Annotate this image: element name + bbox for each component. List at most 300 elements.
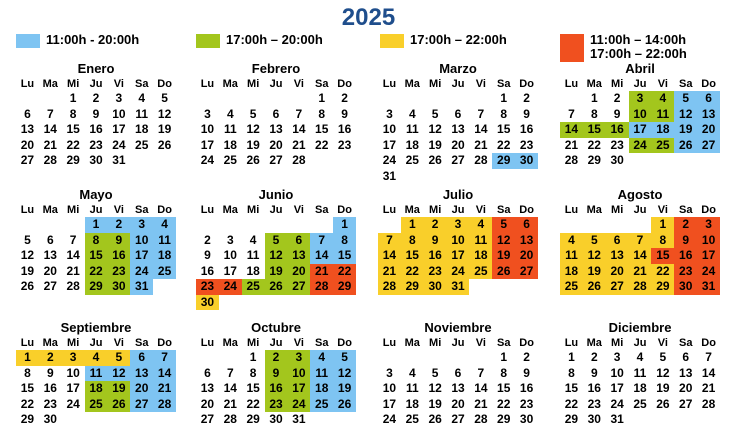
weekday-header: Ma [42,78,58,90]
day-cell: 27 [20,153,35,167]
day-cell: 7 [226,365,234,380]
day-cell: 7 [568,106,575,121]
day-cell: 12 [428,122,442,136]
day-cell: 24 [219,279,242,295]
day-cell: 8 [651,233,674,249]
day-cell: 1 [318,91,326,105]
day-cell: 31 [130,279,153,295]
day-cell: 21 [310,264,333,280]
legend-label: 17:00h – 22:00h [410,32,507,47]
day-cell: 10 [382,122,397,136]
day-cell: 14 [378,248,401,264]
month-grid [16,203,176,295]
day-cell: 10 [223,248,237,262]
weekday-header: Do [519,78,534,90]
month-diciembre [560,319,720,428]
day-cell: 21 [629,264,652,280]
weekday-header: Ma [404,78,420,90]
empty-cell [242,91,265,107]
weekday-header: Do [337,337,352,349]
day-cell: 18 [469,248,492,264]
day-cell: 21 [153,381,176,397]
day-cell: 30 [610,153,624,167]
day-cell: 10 [382,381,397,395]
day-cell: 23 [519,396,534,411]
day-cell: 3 [287,350,310,366]
day-cell: 16 [587,381,601,395]
day-cell: 22 [401,264,424,280]
day-cell: 7 [477,365,485,380]
day-cell: 6 [46,232,54,247]
empty-cell [310,295,333,311]
day-cell: 29 [66,153,80,167]
empty-cell [469,279,492,295]
day-cell: 28 [474,153,488,167]
day-cell: 28 [701,396,716,411]
legend-label: 11:00h - 20:00h [46,32,140,47]
day-cell: 16 [107,248,130,264]
empty-cell [287,295,310,311]
weekday-header: Lu [200,78,215,90]
day-cell: 13 [287,248,310,264]
empty-cell [153,279,176,295]
day-cell: 8 [69,106,77,121]
day-cell: 7 [477,106,485,121]
day-cell: 22 [587,137,601,152]
day-cell: 5 [333,350,356,366]
day-cell: 4 [408,365,416,380]
day-cell: 25 [405,412,419,426]
weekday-header: Ju [89,337,103,349]
empty-cell [424,91,447,107]
day-cell: 8 [590,106,598,121]
weekday-header: Lu [564,204,579,216]
weekday-header: Do [337,204,352,216]
empty-cell [310,412,333,428]
empty-cell [378,217,401,233]
day-cell: 8 [401,233,424,249]
weekday-header: Mi [67,78,80,90]
day-cell: 4 [85,350,108,366]
day-cell: 9 [265,366,288,382]
weekday-header: Ju [633,78,647,90]
day-cell: 25 [633,396,647,411]
empty-cell [447,169,470,185]
day-cell: 1 [500,91,508,105]
day-cell: 3 [386,365,393,380]
weekday-header: Vi [657,204,668,216]
day-cell: 10 [66,365,80,380]
day-cell: 18 [310,381,333,397]
empty-cell [130,169,153,185]
day-cell: 14 [310,248,333,264]
legend-item-green [196,33,323,48]
day-cell: 2 [341,91,348,105]
weekday-header: Ju [451,204,465,216]
day-cell: 9 [424,233,447,249]
day-cell: 16 [43,381,57,395]
empty-cell [130,153,153,169]
day-cell: 7 [378,233,401,249]
day-cell: 10 [629,107,652,123]
day-cell: 12 [656,365,670,380]
day-cell: 9 [523,106,530,121]
day-cell: 15 [315,122,329,136]
day-cell: 3 [386,106,393,121]
day-cell: 18 [223,137,237,152]
day-cell: 23 [674,264,697,280]
month-junio [196,186,356,310]
day-cell: 19 [265,264,288,280]
weekday-header: Sa [314,204,329,216]
day-cell: 13 [43,248,57,262]
day-cell: 11 [246,248,260,262]
empty-cell [629,412,652,428]
weekday-header: Do [701,78,716,90]
day-cell: 10 [287,366,310,382]
day-cell: 29 [587,153,601,167]
day-cell: 7 [153,350,176,366]
day-cell: 27 [269,153,283,167]
weekday-header: Sa [314,78,329,90]
day-cell: 29 [85,279,108,295]
day-cell: 5 [431,365,439,380]
day-cell: 21 [474,137,488,152]
day-cell: 22 [20,396,35,411]
day-cell: 22 [497,396,511,411]
day-cell: 8 [568,365,575,380]
day-cell: 24 [112,137,126,152]
day-cell: 17 [382,396,397,411]
month-marzo [378,60,538,184]
weekday-header: Ju [269,337,283,349]
day-cell: 24 [66,396,80,411]
day-cell: 30 [519,412,534,426]
month-grid [16,336,176,428]
weekday-header: Vi [113,337,124,349]
empty-cell [242,295,265,311]
legend-item-red [560,33,687,62]
day-cell: 13 [451,381,465,395]
day-cell: 6 [682,350,690,364]
day-cell: 8 [24,365,31,380]
legend-swatch [196,34,220,48]
day-cell: 24 [697,264,720,280]
month-septiembre [16,319,176,428]
day-cell: 23 [265,397,288,413]
weekday-header: Mi [247,78,260,90]
day-cell: 20 [130,381,153,397]
weekday-header: Vi [113,204,124,216]
day-cell: 13 [606,248,629,264]
month-grid [196,77,356,169]
day-cell: 10 [112,106,126,121]
day-cell: 17 [610,381,624,395]
day-cell: 12 [246,122,260,136]
empty-cell [310,153,333,169]
day-cell: 3 [447,217,470,233]
day-cell: 31 [382,168,397,183]
day-cell: 20 [269,137,283,152]
day-cell: 24 [130,264,153,280]
day-cell: 13 [697,107,720,123]
day-cell: 23 [587,396,601,411]
day-cell: 5 [492,217,515,233]
day-cell: 6 [287,233,310,249]
day-cell: 9 [590,365,598,380]
day-cell: 21 [378,264,401,280]
empty-cell [378,91,401,107]
empty-cell [130,412,153,428]
day-cell: 3 [613,350,621,364]
day-cell: 12 [333,366,356,382]
day-cell: 25 [310,397,333,413]
weekday-header: Vi [293,78,304,90]
day-cell: 19 [333,381,356,397]
day-cell: 1 [590,91,598,105]
day-cell: 18 [85,381,108,397]
day-cell: 16 [89,122,103,136]
month-grid [560,77,720,169]
day-cell: 23 [43,396,57,411]
day-cell: 11 [223,122,237,136]
day-cell: 20 [20,137,35,152]
empty-cell [219,217,242,233]
day-cell: 9 [613,106,621,121]
month-agosto [560,186,720,295]
day-cell: 1 [651,217,674,233]
day-cell: 30 [107,279,130,295]
day-cell: 17 [200,137,215,152]
empty-cell [447,350,470,366]
day-cell: 11 [153,233,176,249]
day-cell: 14 [43,122,57,136]
day-cell: 8 [333,233,356,249]
legend-label: 17:00h – 22:00h [590,46,687,61]
day-cell: 28 [629,279,652,295]
day-cell: 2 [39,350,62,366]
day-cell: 30 [196,295,219,311]
day-cell: 9 [523,365,530,380]
day-cell: 20 [200,396,215,411]
day-cell: 28 [66,279,80,293]
empty-cell [651,153,674,169]
day-cell: 17 [223,263,237,278]
month-grid [560,336,720,428]
day-cell: 6 [454,365,462,380]
day-cell: 26 [20,279,35,293]
day-cell: 3 [62,350,85,366]
day-cell: 15 [246,381,260,395]
weekday-header: Sa [134,204,149,216]
day-cell: 27 [451,153,465,167]
day-cell: 22 [333,264,356,280]
day-cell: 29 [20,412,35,426]
weekday-header: Do [519,337,534,349]
month-julio [378,186,538,295]
empty-cell [196,217,219,233]
empty-cell [16,217,39,233]
weekday-header: Ju [89,78,103,90]
day-cell: 16 [424,248,447,264]
day-cell: 19 [428,137,442,152]
day-cell: 5 [161,91,168,105]
weekday-header: Ma [222,78,238,90]
day-cell: 7 [629,233,652,249]
day-cell: 3 [115,91,123,105]
month-abril [560,60,720,169]
day-cell: 30 [587,412,601,426]
day-cell: 12 [674,107,697,123]
empty-cell [265,91,288,107]
day-cell: 22 [564,396,579,411]
day-cell: 17 [112,122,126,136]
month-enero [16,60,176,184]
day-cell: 5 [674,91,697,107]
day-cell: 25 [85,397,108,413]
legend-swatch [16,34,40,48]
day-cell: 20 [515,248,538,264]
day-cell: 1 [333,217,356,233]
year-title: 2025 [341,4,396,31]
day-cell: 25 [405,153,419,167]
day-cell: 27 [451,412,465,426]
day-cell: 24 [382,153,397,167]
day-cell: 12 [583,248,606,264]
day-cell: 6 [204,365,211,380]
day-cell: 14 [474,381,488,395]
day-cell: 6 [697,91,720,107]
empty-cell [62,169,85,185]
empty-cell [62,412,85,428]
weekday-header: Ju [633,337,647,349]
day-cell: 21 [292,137,306,152]
day-cell: 20 [451,137,465,152]
weekday-header: Ju [451,337,465,349]
day-cell: 29 [497,412,511,426]
day-cell: 11 [405,381,419,395]
month-name: Febrero [251,61,301,76]
day-cell: 27 [515,264,538,280]
day-cell: 28 [474,412,488,426]
empty-cell [606,217,629,233]
day-cell: 31 [292,412,306,426]
empty-cell [629,217,652,233]
day-cell: 26 [656,396,670,411]
empty-cell [39,217,62,233]
day-cell: 2 [92,91,100,105]
day-cell: 3 [226,232,234,247]
day-cell: 4 [651,91,674,107]
day-cell: 27 [200,412,215,426]
day-cell: 28 [564,153,579,167]
day-cell: 23 [337,137,352,152]
legend-swatch [560,34,584,62]
day-cell: 3 [130,217,153,233]
day-cell: 13 [679,365,693,380]
day-cell: 20 [43,263,57,278]
day-cell: 17 [697,248,720,264]
weekday-header: Do [157,337,172,349]
weekday-header: Mi [247,204,260,216]
weekday-header: Mi [429,78,442,90]
day-cell: 26 [428,412,442,426]
weekday-header: Vi [475,204,486,216]
day-cell: 17 [629,122,652,138]
day-cell: 15 [497,381,511,395]
day-cell: 9 [341,106,348,121]
weekday-header: Mi [67,204,80,216]
day-cell: 20 [697,122,720,138]
day-cell: 22 [85,264,108,280]
day-cell: 1 [16,350,39,366]
day-cell: 19 [583,264,606,280]
day-cell: 16 [265,381,288,397]
weekday-header: Sa [678,337,693,349]
day-cell: 11 [405,122,419,136]
empty-cell [16,91,39,107]
empty-cell [153,169,176,185]
empty-cell [697,153,720,169]
day-cell: 19 [246,137,260,152]
legend-swatch [380,34,404,48]
empty-cell [287,91,310,107]
month-grid [378,203,538,295]
legend-label: 11:00h – 14:00h [590,32,687,47]
day-cell: 13 [20,122,35,136]
weekday-header: Lu [382,337,397,349]
day-cell: 25 [135,137,149,152]
day-cell: 24 [382,412,397,426]
empty-cell [697,412,720,428]
weekday-header: Ma [42,204,58,216]
day-cell: 11 [469,233,492,249]
month-grid [378,77,538,184]
day-cell: 14 [701,365,716,380]
weekday-header: Lu [200,204,215,216]
day-cell: 8 [318,106,326,121]
weekday-header: Lu [564,78,579,90]
weekday-header: Lu [564,337,579,349]
day-cell: 29 [401,279,424,295]
day-cell: 12 [428,381,442,395]
day-cell: 19 [656,381,670,395]
empty-cell [310,217,333,233]
day-cell: 24 [200,153,215,167]
day-cell: 1 [249,350,257,364]
day-cell: 5 [249,106,257,121]
day-cell: 30 [674,279,697,295]
day-cell: 27 [679,396,693,411]
weekday-header: Ma [222,337,238,349]
day-cell: 19 [157,122,172,136]
day-cell: 6 [606,233,629,249]
day-cell: 19 [428,396,442,411]
month-octubre [196,319,356,428]
day-cell: 2 [613,91,621,105]
day-cell: 15 [333,248,356,264]
day-cell: 29 [246,412,260,426]
day-cell: 26 [428,153,442,167]
weekday-header: Ju [269,78,283,90]
empty-cell [39,91,62,107]
day-cell: 30 [43,412,57,426]
day-cell: 21 [701,381,716,395]
empty-cell [651,412,674,428]
day-cell: 5 [431,106,439,121]
day-cell: 14 [153,366,176,382]
weekday-header: Lu [20,78,35,90]
